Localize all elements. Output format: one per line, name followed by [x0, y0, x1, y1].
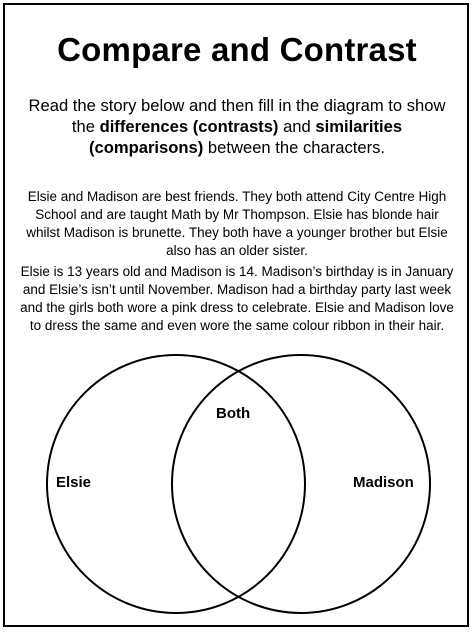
venn-diagram [0, 350, 474, 615]
instructions-text-1: Read the story below and then fill in the diagram to show the [28, 96, 446, 136]
page-title: Compare and Contrast [57, 31, 417, 68]
story-paragraph-1: Elsie and Madison are best friends. They both attend City Centre High School and are taught Math by Mr Thompson. Elsie has blonde hair whilst Madison is brunette. They both have a younger brother but Elsie also has an older sister. [26, 189, 448, 258]
venn-label-elsie: Elsie [56, 474, 92, 491]
instructions-text-3: between the characters. [203, 138, 386, 157]
instructions-bold-differences: differences (contrasts) [99, 117, 279, 136]
instructions-bold-similarities: similarities (comparisons) [88, 117, 403, 157]
venn-label-madison: Madison [353, 474, 414, 491]
venn-label-both: Both [216, 405, 251, 422]
instructions [28, 95, 446, 158]
instructions-text-2: and [278, 117, 316, 136]
story-paragraph-2: Elsie is 13 years old and Madison is 14. Madison’s birthday is in January and Elsie’s isn’t until November. Madison had a birthday party last week and the girls both wore a pink dress to celebrate. Elsie and Madison love to dress the same and even wore the same colour ribbon in their hair. [20, 264, 454, 333]
